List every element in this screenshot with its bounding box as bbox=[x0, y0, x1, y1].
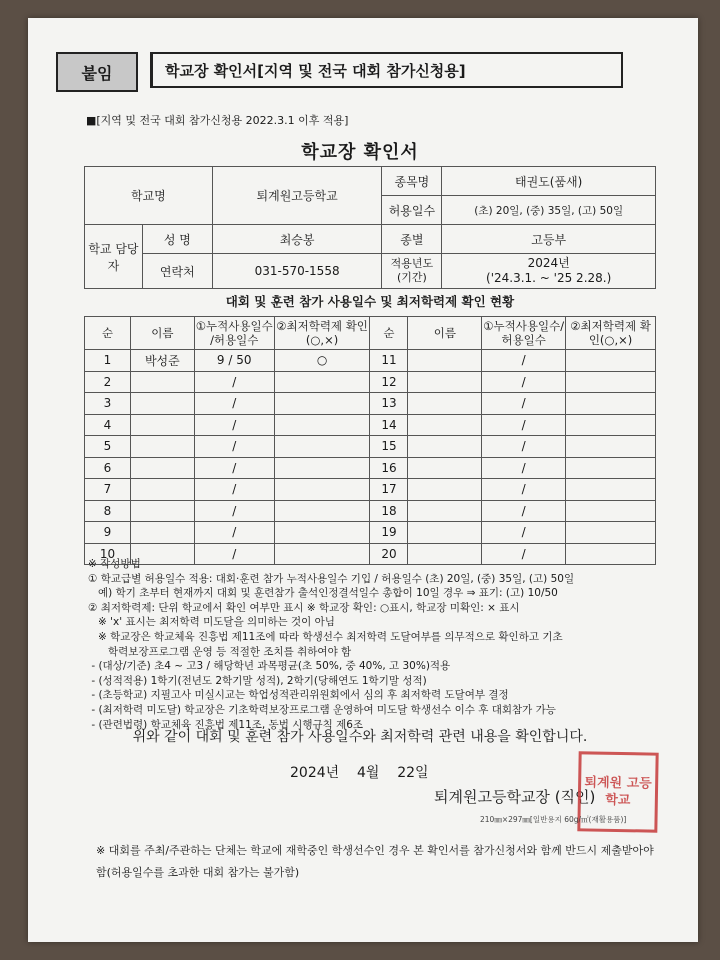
teacher-label: 학교 담당자 bbox=[85, 225, 143, 289]
allowed-days-label: 허용일수 bbox=[382, 196, 442, 225]
table-cell bbox=[566, 371, 656, 393]
allowed-days-value: (초) 20일, (중) 35일, (고) 50일 bbox=[442, 196, 656, 225]
table-cell: 3 bbox=[85, 393, 131, 415]
table-cell bbox=[566, 436, 656, 458]
class-label: 종별 bbox=[382, 225, 442, 254]
table-cell: 8 bbox=[85, 500, 131, 522]
table-cell bbox=[566, 393, 656, 415]
table-cell: 5 bbox=[85, 436, 131, 458]
note-line: ※ 'x' 표시는 최저학력 미도달을 의미하는 것이 아님 bbox=[88, 616, 335, 629]
table-cell bbox=[130, 371, 194, 393]
table-row bbox=[85, 371, 656, 393]
col-header: 이름 bbox=[130, 317, 194, 350]
name-label: 성 명 bbox=[142, 225, 212, 254]
table-cell bbox=[566, 479, 656, 501]
table-cell: / bbox=[194, 479, 274, 501]
table-cell: 13 bbox=[370, 393, 408, 415]
table-cell bbox=[274, 436, 370, 458]
table-cell: 20 bbox=[370, 543, 408, 565]
table-cell: 14 bbox=[370, 414, 408, 436]
table-cell: / bbox=[482, 414, 566, 436]
table-cell: 박성준 bbox=[130, 350, 194, 372]
note-line: - (대상/기준) 초4 ~ 고3 / 해당학년 과목평균(초 50%, 중 40%, 고 30%)적용 bbox=[88, 660, 451, 673]
note-line: ※ 작성방법 bbox=[88, 558, 141, 570]
date-day: 22일 bbox=[397, 765, 429, 781]
table-cell: / bbox=[194, 414, 274, 436]
attachment-tag: 붙임 bbox=[56, 52, 138, 92]
contact-value: 031-570-1558 bbox=[212, 254, 382, 289]
table-cell bbox=[130, 500, 194, 522]
table-cell bbox=[130, 522, 194, 544]
year-value: 2024년 bbox=[527, 256, 570, 270]
col-header: ②최저학력제 확인(○,×) bbox=[566, 317, 656, 350]
table-row bbox=[85, 479, 656, 501]
sign-date bbox=[290, 762, 429, 782]
table-cell: / bbox=[482, 436, 566, 458]
table-cell bbox=[274, 500, 370, 522]
table-cell bbox=[566, 457, 656, 479]
year-label: 적용년도 (기간) bbox=[382, 254, 442, 289]
table-cell bbox=[274, 457, 370, 479]
col-header: ①누적사용일수/ 허용일수 bbox=[482, 317, 566, 350]
table-cell: 1 bbox=[85, 350, 131, 372]
class-value: 고등부 bbox=[442, 225, 656, 254]
note-line: - (관련법령) 학교체육 진흥법 제11조, 동법 시행규칙 제6조 bbox=[88, 718, 364, 731]
table-cell bbox=[566, 500, 656, 522]
table-row bbox=[85, 436, 656, 458]
table-cell bbox=[566, 414, 656, 436]
table-row bbox=[85, 393, 656, 415]
table-cell bbox=[408, 479, 482, 501]
table-cell: / bbox=[482, 543, 566, 565]
table-cell: 11 bbox=[370, 350, 408, 372]
table-cell bbox=[274, 522, 370, 544]
table-cell bbox=[274, 371, 370, 393]
table-cell: / bbox=[194, 522, 274, 544]
table-cell: / bbox=[194, 393, 274, 415]
table-cell: 18 bbox=[370, 500, 408, 522]
table-cell: / bbox=[482, 500, 566, 522]
event-label: 종목명 bbox=[382, 167, 442, 196]
note-line: ① 학교급별 허용일수 적용: 대회·훈련 참가 누적사용일수 기입 / 허용일수 (초) 20일, (중) 35일, (고) 50일 bbox=[88, 572, 575, 585]
school-label: 학교명 bbox=[85, 167, 213, 225]
table-cell bbox=[274, 414, 370, 436]
date-month: 4월 bbox=[356, 765, 380, 781]
subtitle: ■[지역 및 전국 대회 참가신청용 2022.3.1 이후 적용] bbox=[86, 114, 349, 127]
table-cell bbox=[274, 479, 370, 501]
document-header bbox=[56, 52, 623, 92]
table-cell: / bbox=[482, 393, 566, 415]
principal-signature: 퇴계원고등학교장 (직인) bbox=[434, 788, 596, 806]
section-title: 대회 및 훈련 참가 사용일수 및 최저학력제 확인 현황 bbox=[225, 294, 515, 309]
table-cell: 7 bbox=[85, 479, 131, 501]
col-header: ①누적사용일수 /허용일수 bbox=[194, 317, 274, 350]
paper-size-note: 210㎜×297㎜[일반용지 60g/㎡(재활용품)] bbox=[480, 815, 627, 824]
table-cell bbox=[130, 479, 194, 501]
table-cell: / bbox=[194, 457, 274, 479]
header-title: 학교장 확인서[지역 및 전국 대회 참가신청용] bbox=[150, 52, 623, 88]
note-line: ※ 학교장은 학교체육 진흥법 제11조에 따라 학생선수 최저학력 도달여부를 의무적으로 확인하고 기초 bbox=[88, 630, 563, 643]
note-line: - (성적적용) 1학기(전년도 2학기말 성적), 2학기(당해연도 1학기말 성적) bbox=[88, 674, 427, 687]
col-header: 순 bbox=[85, 317, 131, 350]
note-line: - (초등학교) 지필고사 미실시교는 학업성적관리위원회에서 심의 후 최저학력 도달여부 결정 bbox=[88, 689, 509, 702]
table-cell bbox=[130, 393, 194, 415]
name-value: 최승봉 bbox=[212, 225, 382, 254]
table-row bbox=[85, 522, 656, 544]
table-cell bbox=[408, 393, 482, 415]
col-header: ②최저학력제 확인(○,×) bbox=[274, 317, 370, 350]
table-cell bbox=[408, 436, 482, 458]
seal-text: 퇴계원 고등학교 bbox=[584, 775, 652, 809]
table-cell bbox=[274, 393, 370, 415]
instructions bbox=[88, 557, 668, 732]
table-cell bbox=[566, 350, 656, 372]
table-cell bbox=[566, 522, 656, 544]
table-cell bbox=[408, 350, 482, 372]
table-cell: / bbox=[482, 371, 566, 393]
table-cell: ○ bbox=[274, 350, 370, 372]
table-cell: 2 bbox=[85, 371, 131, 393]
table-cell bbox=[130, 457, 194, 479]
table-row bbox=[85, 457, 656, 479]
info-table bbox=[84, 166, 656, 289]
table-cell bbox=[408, 414, 482, 436]
table-cell: 19 bbox=[370, 522, 408, 544]
table-cell: 9 / 50 bbox=[194, 350, 274, 372]
table-cell: 4 bbox=[85, 414, 131, 436]
table-cell: / bbox=[482, 457, 566, 479]
confirmation-text: 위와 같이 대회 및 훈련 참가 사용일수와 최저학력 관련 내용을 확인합니다. bbox=[132, 729, 588, 745]
table-cell: / bbox=[194, 436, 274, 458]
table-cell bbox=[130, 436, 194, 458]
table-cell: / bbox=[194, 543, 274, 565]
table-cell: 6 bbox=[85, 457, 131, 479]
final-note: ※ 대회를 주최/주관하는 단체는 학교에 재학중인 학생선수인 경우 본 확인서를 참가신청서와 함께 반드시 제출받아야 함(허용일수를 초과한 대회 참가는 불가함) bbox=[96, 844, 654, 879]
col-header: 이름 bbox=[408, 317, 482, 350]
table-cell: 12 bbox=[370, 371, 408, 393]
table-cell: 10 bbox=[85, 543, 131, 565]
event-value: 태권도(품새) bbox=[442, 167, 656, 196]
note-line: - (최저학력 미도달) 학교장은 기초학력보장프로그램 운영하여 미도달 학생선수 이수 후 대회참가 가능 bbox=[88, 703, 556, 716]
table-cell: / bbox=[482, 522, 566, 544]
document-title: 학교장 확인서 bbox=[301, 142, 419, 163]
table-cell bbox=[408, 500, 482, 522]
table-cell: 15 bbox=[370, 436, 408, 458]
table-cell: 9 bbox=[85, 522, 131, 544]
table-cell bbox=[408, 457, 482, 479]
school-value: 퇴계원고등학교 bbox=[212, 167, 382, 225]
table-cell: 17 bbox=[370, 479, 408, 501]
period-value: ('24.3.1. ~ '25 2.28.) bbox=[486, 271, 612, 285]
table-cell bbox=[408, 371, 482, 393]
table-cell: / bbox=[194, 371, 274, 393]
table-cell: / bbox=[482, 350, 566, 372]
note-line: ② 최저학력제: 단위 학교에서 확인 여부만 표시 ※ 학교장 확인: ○표시, 학교장 미확인: × 표시 bbox=[88, 601, 520, 614]
col-header: 순 bbox=[370, 317, 408, 350]
table-cell bbox=[130, 414, 194, 436]
contact-label: 연락처 bbox=[142, 254, 212, 289]
date-year: 2024년 bbox=[290, 765, 340, 781]
table-cell: 16 bbox=[370, 457, 408, 479]
table-cell: / bbox=[482, 479, 566, 501]
table-row bbox=[85, 350, 656, 372]
participation-table bbox=[84, 316, 656, 565]
table-cell bbox=[408, 522, 482, 544]
table-row bbox=[85, 500, 656, 522]
note-line: 학력보장프로그램 운영 등 적절한 조치를 취하여야 함 bbox=[88, 645, 352, 658]
table-row bbox=[85, 414, 656, 436]
year-cell bbox=[442, 254, 656, 289]
note-line: 예) 학기 초부터 현재까지 대회 및 훈련참가 출석인정결석일수 총합이 10일 경우 ⇒ 표기: (고) 10/50 bbox=[88, 587, 558, 600]
table-cell: / bbox=[194, 500, 274, 522]
